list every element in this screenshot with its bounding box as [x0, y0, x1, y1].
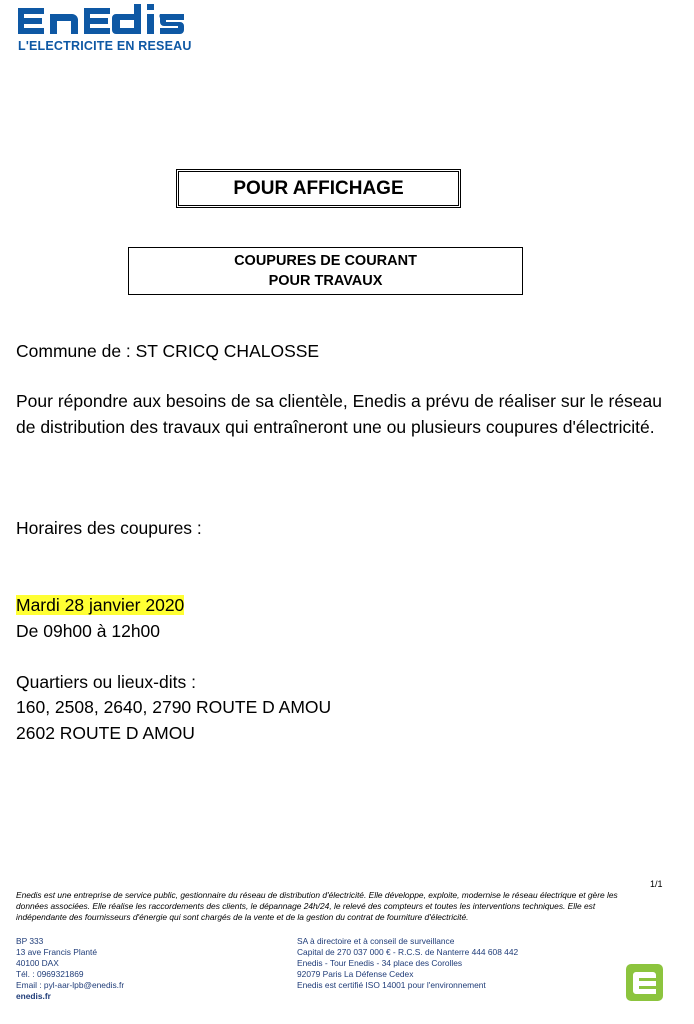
coupures-line2: POUR TRAVAUX: [268, 273, 383, 289]
lieu-item: 2602 ROUTE D AMOU: [16, 723, 195, 743]
email-link[interactable]: Email : pyl-aar-lpb@enedis.fr: [16, 980, 125, 990]
intro-paragraph: Pour répondre aux besoins de sa clientèle, Enedis a prévu de réaliser sur le réseau de distribution des travaux qui entraîneront une ou plusieurs coupures d'électricité.: [16, 391, 662, 437]
footer-address-left: [16, 936, 124, 1002]
enedis-wordmark-icon: [16, 0, 191, 40]
footer-disclaimer: Enedis est une entreprise de service public, gestionnaire du réseau de distribution d'électricité. Elle développe, exploite, modernise le réseau électrique et gère les données associées. Elle réalise les raccordements des clients, le dépannage 24h/24, le relevé des compteurs et toutes les interventions techniques. Elle est indépendante des fournisseurs d'énergie qui sont chargés de la vente et de la gestion du contrat de fourniture d'électricité.: [16, 890, 618, 922]
commune-line: Commune de : ST CRICQ CHALOSSE: [16, 341, 320, 361]
phone-line: Tél. : 0969321869: [16, 969, 84, 979]
pour-affichage-title: POUR AFFICHAGE: [233, 177, 404, 199]
legal-line: Enedis est certifié ISO 14001 pour l'environnement: [297, 980, 486, 990]
logo-tagline: L'ELECTRICITE EN RESEAU: [18, 39, 192, 53]
enedis-e-icon: [626, 964, 663, 1001]
legal-line: SA à directoire et à conseil de surveillance: [297, 936, 455, 946]
enedis-logo: [16, 0, 191, 56]
website-link[interactable]: enedis.fr: [16, 991, 51, 1001]
quartiers-label: Quartiers ou lieux-dits :: [16, 672, 196, 692]
address-line: 40100 DAX: [16, 958, 59, 968]
legal-line: Capital de 270 037 000 € - R.C.S. de Nanterre 444 608 442: [297, 947, 519, 957]
pour-affichage-box: [176, 169, 461, 208]
address-line: BP 333: [16, 936, 44, 946]
enedis-footer-logo: [626, 964, 663, 1001]
date-highlight: Mardi 28 janvier 2020: [16, 595, 185, 615]
hours-line: De 09h00 à 12h00: [16, 621, 161, 641]
page-number: 1/1: [650, 879, 663, 889]
address-line: 13 ave Francis Planté: [16, 947, 98, 957]
coupures-box: [128, 247, 523, 295]
legal-line: 92079 Paris La Défense Cedex: [297, 969, 414, 979]
date-line: [16, 592, 662, 618]
legal-line: Enedis - Tour Enedis - 34 place des Corolles: [297, 958, 463, 968]
footer-address-right: [297, 936, 518, 991]
coupures-line1: COUPURES DE COURANT: [234, 253, 417, 269]
horaires-label: Horaires des coupures :: [16, 518, 202, 538]
lieu-item: 160, 2508, 2640, 2790 ROUTE D AMOU: [16, 697, 332, 717]
